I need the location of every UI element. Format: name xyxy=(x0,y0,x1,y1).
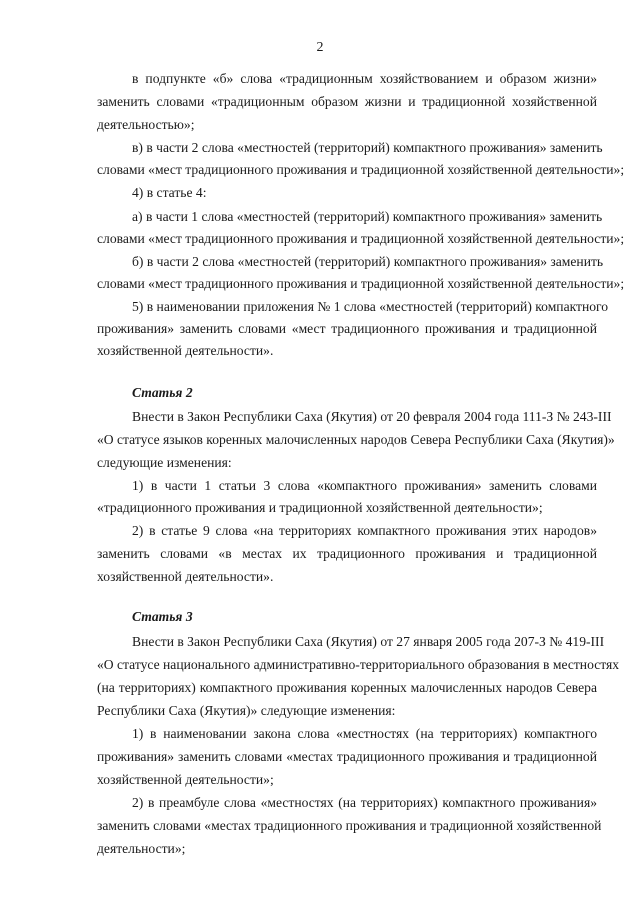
paragraph-line: заменить словами «местах традиционного проживания и традиционной хозяйственной xyxy=(97,818,602,833)
paragraph-line: следующие изменения: xyxy=(97,455,232,470)
paragraph-line: в подпункте «б» слова «традиционным хозяйствованием и образом жизни» xyxy=(132,71,597,86)
paragraph-line: проживания» заменить словами «мест традиционного проживания и традиционной xyxy=(97,321,597,336)
paragraph-line: Республики Саха (Якутия)» следующие изменения: xyxy=(97,703,396,718)
paragraph-line: в) в части 2 слова «местностей (территорий) компактного проживания» заменить xyxy=(132,140,603,155)
paragraph-line: Внести в Закон Республики Саха (Якутия) от 20 февраля 2004 года 111-З № 243-III xyxy=(132,409,612,424)
paragraph-line: «О статусе языков коренных малочисленных народов Севера Республики Саха (Якутия)» xyxy=(97,432,615,447)
page-number: 2 xyxy=(316,40,324,55)
paragraph-line: «традиционного проживания и традиционной хозяйственной деятельности»; xyxy=(97,500,543,515)
paragraph-line: хозяйственной деятельности»; xyxy=(97,772,274,787)
paragraph-line: Внести в Закон Республики Саха (Якутия) от 27 января 2005 года 207-З № 419-III xyxy=(132,634,605,649)
article-heading: Статья 2 xyxy=(132,385,193,400)
paragraph-line: хозяйственной деятельности». xyxy=(97,569,274,584)
paragraph-line: «О статусе национального административно-территориального образования в местностях xyxy=(97,657,620,672)
paragraph-line: (на территориях) компактного проживания коренных малочисленных народов Севера xyxy=(97,680,597,695)
paragraph-line: заменить словами «традиционным образом жизни и традиционной хозяйственной xyxy=(97,94,597,109)
paragraph-line: словами «мест традиционного проживания и традиционной хозяйственной деятельности»; xyxy=(97,162,625,177)
paragraph-line: деятельностью»; xyxy=(97,117,195,132)
paragraph-line: а) в части 1 слова «местностей (территорий) компактного проживания» заменить xyxy=(132,209,603,224)
paragraph-line: словами «мест традиционного проживания и традиционной хозяйственной деятельности»; xyxy=(97,276,625,291)
article-heading: Статья 3 xyxy=(132,609,193,624)
paragraph-line: 2) в преамбуле слова «местностях (на территориях) компактного проживания» xyxy=(132,795,597,810)
paragraph-line: проживания» заменить словами «местах традиционного проживания и традиционной xyxy=(97,749,597,764)
paragraph-line: 4) в статье 4: xyxy=(132,185,207,200)
paragraph-line: 1) в части 1 статьи 3 слова «компактного проживания» заменить словами xyxy=(132,478,597,493)
paragraph-line: 5) в наименовании приложения № 1 слова «местностей (территорий) компактного xyxy=(132,299,609,314)
paragraph-line: 1) в наименовании закона слова «местностях (на территориях) компактного xyxy=(132,726,597,741)
paragraph-line: 2) в статье 9 слова «на территориях компактного проживания этих народов» xyxy=(132,523,597,538)
paragraph-line: деятельности»; xyxy=(97,841,186,856)
paragraph-line: б) в части 2 слова «местностей (территорий) компактного проживания» заменить xyxy=(132,254,604,269)
paragraph-line: заменить словами «в местах их традиционного проживания и традиционной xyxy=(97,546,597,561)
paragraph-line: словами «мест традиционного проживания и традиционной хозяйственной деятельности»; xyxy=(97,231,625,246)
paragraph-line: хозяйственной деятельности». xyxy=(97,343,274,358)
